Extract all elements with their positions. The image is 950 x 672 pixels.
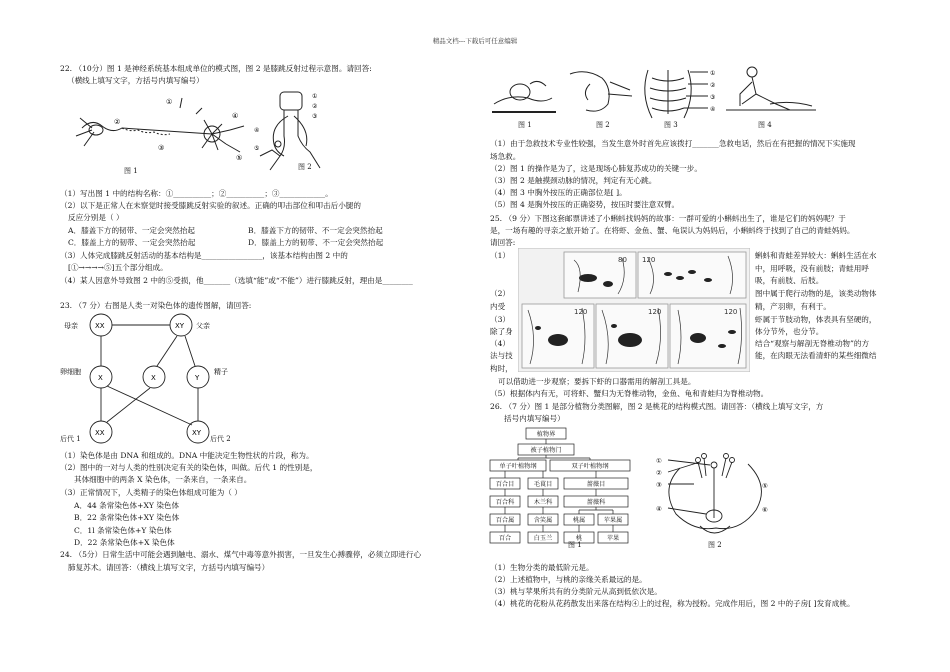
cpr-fig2-caption: 图 2 [596,121,610,129]
mother-label: 母亲 [64,322,78,330]
tree-species-2: 白玉兰 [533,535,553,542]
tree-class-mono: 单子叶植物纲 [499,463,537,470]
q22-option-c: C．膝盖上方的韧带、一定会突然抬起 [68,238,196,247]
reflex-label-2: ② [312,103,318,110]
q22-sub3-a: （3）人体完成膝跳反射活动的基本结构是________________，该基本结构由图 2 中的 [60,251,348,260]
tree-genus-3: 桃属 [572,517,586,524]
stamp-value-3: 120 [574,308,588,316]
q25-right-4: 图中属于爬行动物的是，该类动物体 [755,289,877,298]
q23-option-b: B．22 条常染色体+XY 染色体 [74,513,180,522]
q22-sub2-b: 反应分别是（ ） [68,213,124,222]
flower-label-3: ③ [656,481,662,489]
fig3-label-4: ④ [710,106,716,113]
q25-stem-1: 25. （9 分）下图这套邮票讲述了小蝌蚪找妈妈的故事：一群可爱的小蝌蚪出生了，谁是它们的妈妈呢？于 [490,214,846,223]
q25-right-7: 体分节外，也分节。 [755,327,824,336]
plant-classification-tree [488,426,638,546]
neuron-label-1: ① [166,98,173,106]
q22-instruction: （横线上填写文字，方括号内填写编号） [67,76,204,85]
stamp-value-5: 120 [724,308,738,316]
neuron-label-5: ⑤ [236,154,243,162]
stamp-value-1: 80 [618,256,627,264]
q26-fig2-caption: 图 2 [708,541,722,549]
flower-label-2: ② [656,469,662,477]
q23-sub1: （1）染色体是由 DNA 和组成的。DNA 中能决定生物性状的片段，称为。 [60,451,314,460]
q26-stem-2: 括号内填写编号） [504,414,565,423]
q25-right-8: 结合“观察与解剖无脊椎动物”的方 [755,339,870,348]
tree-species-3: 桃 [575,535,583,542]
child1-genotype: XX [95,429,105,437]
q26-fig1-caption: 图 1 [568,541,582,549]
q26-sub2: （2）上述植物中，与桃的亲缘关系最远的是。 [490,575,647,584]
q25-right-5: 精，产羽卵，有利于。 [755,302,831,311]
q22-option-a: A．膝盖下方的韧带、一定会突然抬起 [68,226,195,235]
q25-left-6: （4） [490,339,511,348]
q22-fig1-caption: 图 1 [124,167,138,175]
tree-genus-2: 含笑属 [533,517,553,524]
tree-genus-4: 苹果属 [603,517,623,524]
flower-label-1: ① [656,457,662,465]
q25-left-3: 内受 [490,302,506,311]
child2-genotype: XY [192,429,202,437]
reflex-label-5: ⑤ [254,145,260,152]
q22-sub1: （1）写出图 1 中的结构名称：①__________；②__________；③____________。 [60,189,333,198]
q24-instruction: 肺复苏术。请回答：（横线上填写文字，方括号内填写编号） [68,563,270,572]
q22-sub2-a: （2）以下是正常人在未察觉时接受膝跳反射实验的叙述。正确的叩击部位和叩击后小腿的 [60,201,361,210]
q24-sub2: （2）图 1 的操作是为了，这是现场心肺复苏成功的关键一步。 [490,164,702,173]
q25-right-3: 吸，有前肢、后肢。 [755,276,824,285]
fig3-label-3: ③ [710,94,716,101]
sperm-y: Y [195,374,200,382]
q25-right-9: 能，在肉眼无法看清虾的某些细微结 [755,351,877,360]
tree-species-1: 百合 [498,535,512,542]
tree-order-3: 蔷薇目 [586,481,606,488]
reflex-label-1: ① [312,93,318,100]
inheritance-diagram [60,312,260,444]
sperm-x: X [151,374,156,382]
cpr-fig1-caption: 图 1 [518,121,532,129]
q26-sub1: （1）生物分类的最低阶元是。 [490,563,594,572]
tree-class-dicot: 双子叶植物纲 [571,463,609,470]
q25-left-5: 除了身 [490,327,513,336]
child1-label: 后代 1 [60,435,81,443]
q25-right-2: 中，用呼吸，没有前肢；青蛙用呼 [755,264,869,273]
neuron-label-3: ③ [158,144,165,152]
q23-stem: 23. （7 分）右图是人类一对染色体的遗传图解，请回答: [60,301,252,310]
q25-stem-2: 是，一场有趣的寻亲之旅开始了。在将虾、金鱼、蟹、龟误认为妈妈后，小蝌蚪终于找到了自己的青蛙妈妈。 [490,226,855,235]
q22-stem: 22. （10分）图 1 是神经系统基本组成单位的模式图，图 2 是膝跳反射过程示意图。请回答: [60,64,372,73]
q24-sub4: （4）图 3 中胸外按压的正确部位是[ ]。 [490,188,627,197]
q26-sub4: （4）桃花的花粉从花药散发出来落在结构④上的过程，称为授粉。完成作用后，图 2 中的子房[ ]发育成桃。 [490,599,855,608]
cpr-fig3-caption: 图 3 [664,121,678,129]
q23-option-d: D．22 条常染色体+X 染色体 [74,538,175,547]
knee-reflex-diagram [250,86,330,178]
tree-order-1: 百合目 [495,481,515,488]
stamp-value-4: 120 [648,308,662,316]
q25-right-1: 蝌蚪和青蛙差异较大：蝌蚪生活在水 [755,251,877,260]
q24-stem: 24. （5分）日常生活中可能会遇到触电、溺水、煤气中毒等意外损害，一旦发生心搏骤停，必须立即进行心 [60,550,422,559]
q23-sub2-a: （2）图中的一对与人类的性别决定有关的染色体，叫做。后代 1 的性别是， [60,463,318,472]
reflex-label-4: ④ [254,127,260,134]
q26-stem-1: 26. （7 分）图 1 是部分植物分类图解，图 2 是桃花的结构模式图。请回答：（横线上填写文字，方 [490,402,824,411]
neuron-label-2: ② [114,118,121,126]
q26-sub3: （3）桃与苹果所共有的分类阶元从高到低依次是。 [490,587,662,596]
tree-kingdom: 植物界 [536,431,556,438]
q25-right-6: 虾属于节肢动物，体表具有坚硬的， [755,315,877,324]
q24-sub1-a: （1）由于急救技术专业性较强，当发生意外时首先应该拨打_______急救电话，然后在有把握的情况下实施现 [490,139,856,148]
q25-left-7: 法与技 [490,351,513,360]
q23-sub3: （3）正常情况下，人类精子的染色体组成可能为（ ） [60,488,242,497]
neuron-label-4: ④ [232,112,239,120]
egg-x: X [98,374,103,382]
q22-fig2-caption: 图 2 [298,163,312,171]
tree-phylum: 被子植物门 [530,447,562,454]
fig3-label-2: ② [710,82,716,89]
tadpole-stamps [518,248,750,372]
flower-label-6: ⑥ [762,506,768,514]
tree-species-4: 苹果 [606,535,620,542]
q25-line-b: （5）根据体内有无，可将虾、蟹归为无脊椎动物，金鱼、龟和青蛙归为脊椎动物。 [490,389,769,398]
tree-family-3: 蔷薇科 [586,499,606,506]
stamp-value-2: 120 [642,256,656,264]
flower-label-4: ④ [656,505,662,513]
q22-option-d: D．膝盖上方的韧带、不一定会突然抬起 [248,238,384,247]
tree-genus-1: 百合属 [495,517,515,524]
mother-genotype: XX [95,322,105,330]
neuron-diagram [62,88,252,174]
q23-option-c: C．1l 条常染色体+Y 染色体 [74,526,172,535]
flower-label-5: ⑤ [762,482,768,490]
q24-sub1-b: 场急救。 [490,152,521,161]
reflex-label-3: ③ [312,113,318,120]
q25-left-8: 构时， [490,364,513,373]
child2-label: 后代 2 [210,435,231,443]
q25-left-1: （1） [490,251,511,260]
tree-family-2: 木兰科 [533,499,553,506]
egg-label: 卵细胞 [60,368,81,376]
q25-left-2: （2） [490,289,511,298]
q24-sub3: （3）图 2 是触摸颈动脉的情况，判定有无心跳。 [490,176,657,185]
father-genotype: XY [175,322,185,330]
q25-left-4: （3） [490,315,511,324]
cpr-fig4-caption: 图 4 [758,121,772,129]
tree-family-1: 百合科 [495,499,515,506]
q25-stem-3: 请回答: [490,238,516,247]
fig3-label-1: ① [710,70,716,77]
q23-option-a: A．44 条常染色体+XY 染色体 [74,501,180,510]
q22-sub4: （4）某人因意外导致图 2 中的⑤受损，他_______（选填“能”或“不能”）进行膝跳反射，理由是________ [60,276,413,285]
q22-sub3-b: [①→→→→⑤]五个部分组成。 [68,263,168,272]
q23-sub2-b: 其体细胞中的两条 X 染色体，一条来自，一条来自。 [74,475,252,484]
q22-option-b: B．膝盖下方的韧带、不一定会突然抬起 [248,226,383,235]
peach-flower-diagram [650,448,780,544]
tree-order-2: 毛茛目 [533,481,553,488]
q25-line-a: 可以借助进一步观察；要拆下虾的口器需用的解剖工具是。 [498,377,696,386]
sperm-label: 精子 [214,368,228,376]
page-header: 精品文档---下载后可任意编辑 [432,37,518,45]
cpr-figures [490,64,820,126]
father-label: 父亲 [196,322,210,330]
q24-sub5: （5）图 4 是胸外按压的正确姿势，按压时要注意双臂。 [490,200,680,209]
